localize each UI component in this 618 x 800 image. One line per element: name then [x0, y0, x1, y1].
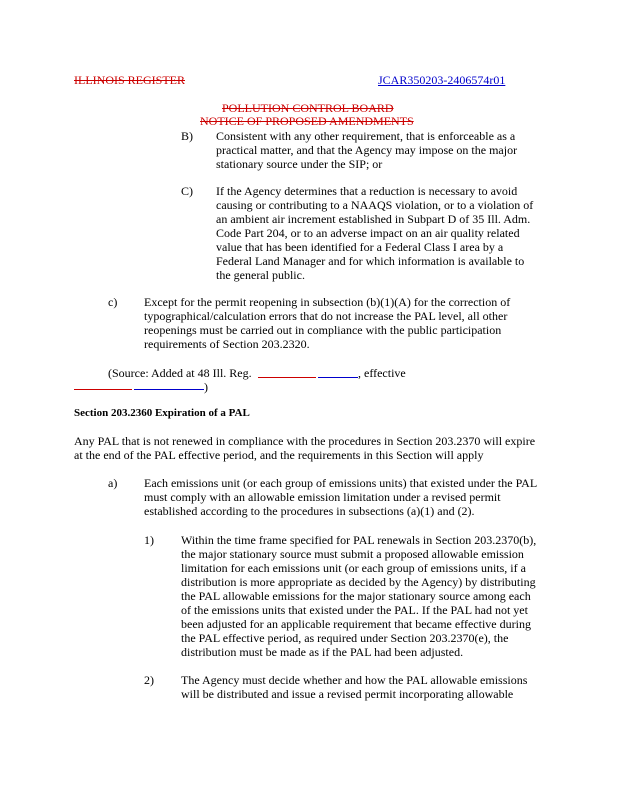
paragraph-1-line-1: Within the time frame specified for PAL renewals in Section 203.2370(b),	[181, 533, 537, 547]
paragraph-1-line-3: limitation for each emissions unit (or each group of emissions units, if a	[181, 561, 526, 575]
subsection-a-label: a)	[108, 476, 118, 490]
effective-date-blank	[74, 389, 132, 390]
paragraph-1-line-5: the PAL allowable emissions for the major stationary source among each	[181, 589, 531, 603]
source-close: )	[204, 380, 208, 394]
item-c-line-2: causing or contributing to a NAAQS violation, or to a violation of	[216, 198, 534, 212]
subsection-c-line-1: Except for the permit reopening in subsection (b)(1)(A) for the correction of	[144, 295, 511, 309]
effective-date-blank-insert	[134, 389, 204, 390]
notice-title: NOTICE OF PROPOSED AMENDMENTS	[200, 114, 414, 128]
item-c-line-5: value that has been identified for a Federal Class I area by a	[216, 240, 504, 254]
intro-line-1: Any PAL that is not renewed in compliance with the procedures in Section 203.2370 will expire	[74, 434, 536, 448]
paragraph-2-line-1: The Agency must decide whether and how the PAL allowable emissions	[181, 673, 528, 687]
paragraph-1-line-6: of the emissions units that existed under the PAL. If the PAL had not yet	[181, 603, 528, 617]
paragraph-1-label: 1)	[144, 533, 154, 547]
paragraph-1-line-4: distribution is more appropriate as decided by the Agency) by distributing	[181, 575, 536, 589]
document-id-link[interactable]: JCAR350203-2406574r01	[378, 73, 506, 87]
item-c-label: C)	[181, 184, 193, 198]
paragraph-1-line-9: distribution must be made as if the PAL had been adjusted.	[181, 645, 464, 659]
paragraph-1-line-7: been adjusted for an applicable requirement that became effective during	[181, 617, 531, 631]
register-title: ILLINOIS REGISTER	[74, 73, 185, 87]
section-heading: Section 203.2360 Expiration of a PAL	[74, 407, 250, 419]
subsection-c-line-2: typographical/calculation errors that do not increase the PAL level, all other	[144, 309, 508, 323]
item-c-line-4: Code Part 204, or to an adverse impact on an air quality related	[216, 226, 520, 240]
source-prefix: (Source: Added at 48 Ill. Reg.	[108, 366, 252, 380]
intro-line-2: at the end of the PAL effective period, and the requirements in this Section will apply	[74, 448, 484, 462]
subsection-c-line-3: reopenings must be carried out in compliance with the public participation	[144, 323, 502, 337]
item-c-line-7: the general public.	[216, 268, 305, 282]
item-c-line-3: an ambient air increment established in Subpart D of 35 Ill. Adm.	[216, 212, 531, 226]
item-c-line-6: Federal Land Manager and for which information is available to	[216, 254, 525, 268]
item-b-line-2: practical matter, and that the Agency may impose on the major	[216, 143, 518, 157]
subsection-a-line-1: Each emissions unit (or each group of emissions units) that existed under the PAL	[144, 476, 538, 490]
item-c-line-1: If the Agency determines that a reduction is necessary to avoid	[216, 184, 518, 198]
source-effective: , effective	[358, 366, 406, 380]
subsection-c-label: c)	[108, 295, 118, 309]
paragraph-1-line-2: the major stationary source must submit a proposed allowable emission	[181, 547, 524, 561]
source-register-blank	[258, 377, 316, 378]
board-title: POLLUTION CONTROL BOARD	[222, 101, 394, 115]
paragraph-2-label: 2)	[144, 673, 154, 687]
item-b-line-3: stationary source under the SIP; or	[216, 157, 383, 171]
subsection-a-line-3: established according to the procedures in subsections (a)(1) and (2).	[144, 504, 475, 518]
source-register-blank-insert	[318, 377, 358, 378]
paragraph-2-line-2: will be distributed and issue a revised permit incorporating allowable	[181, 687, 514, 701]
paragraph-1-line-8: the PAL effective period, as required under Section 203.2370(e), the	[181, 631, 509, 645]
subsection-a-line-2: must comply with an allowable emission limitation under a revised permit	[144, 490, 501, 504]
item-b-line-1: Consistent with any other requirement, that is enforceable as a	[216, 129, 516, 143]
subsection-c-line-4: requirements of Section 203.2320.	[144, 337, 310, 351]
item-b-label: B)	[181, 129, 193, 143]
